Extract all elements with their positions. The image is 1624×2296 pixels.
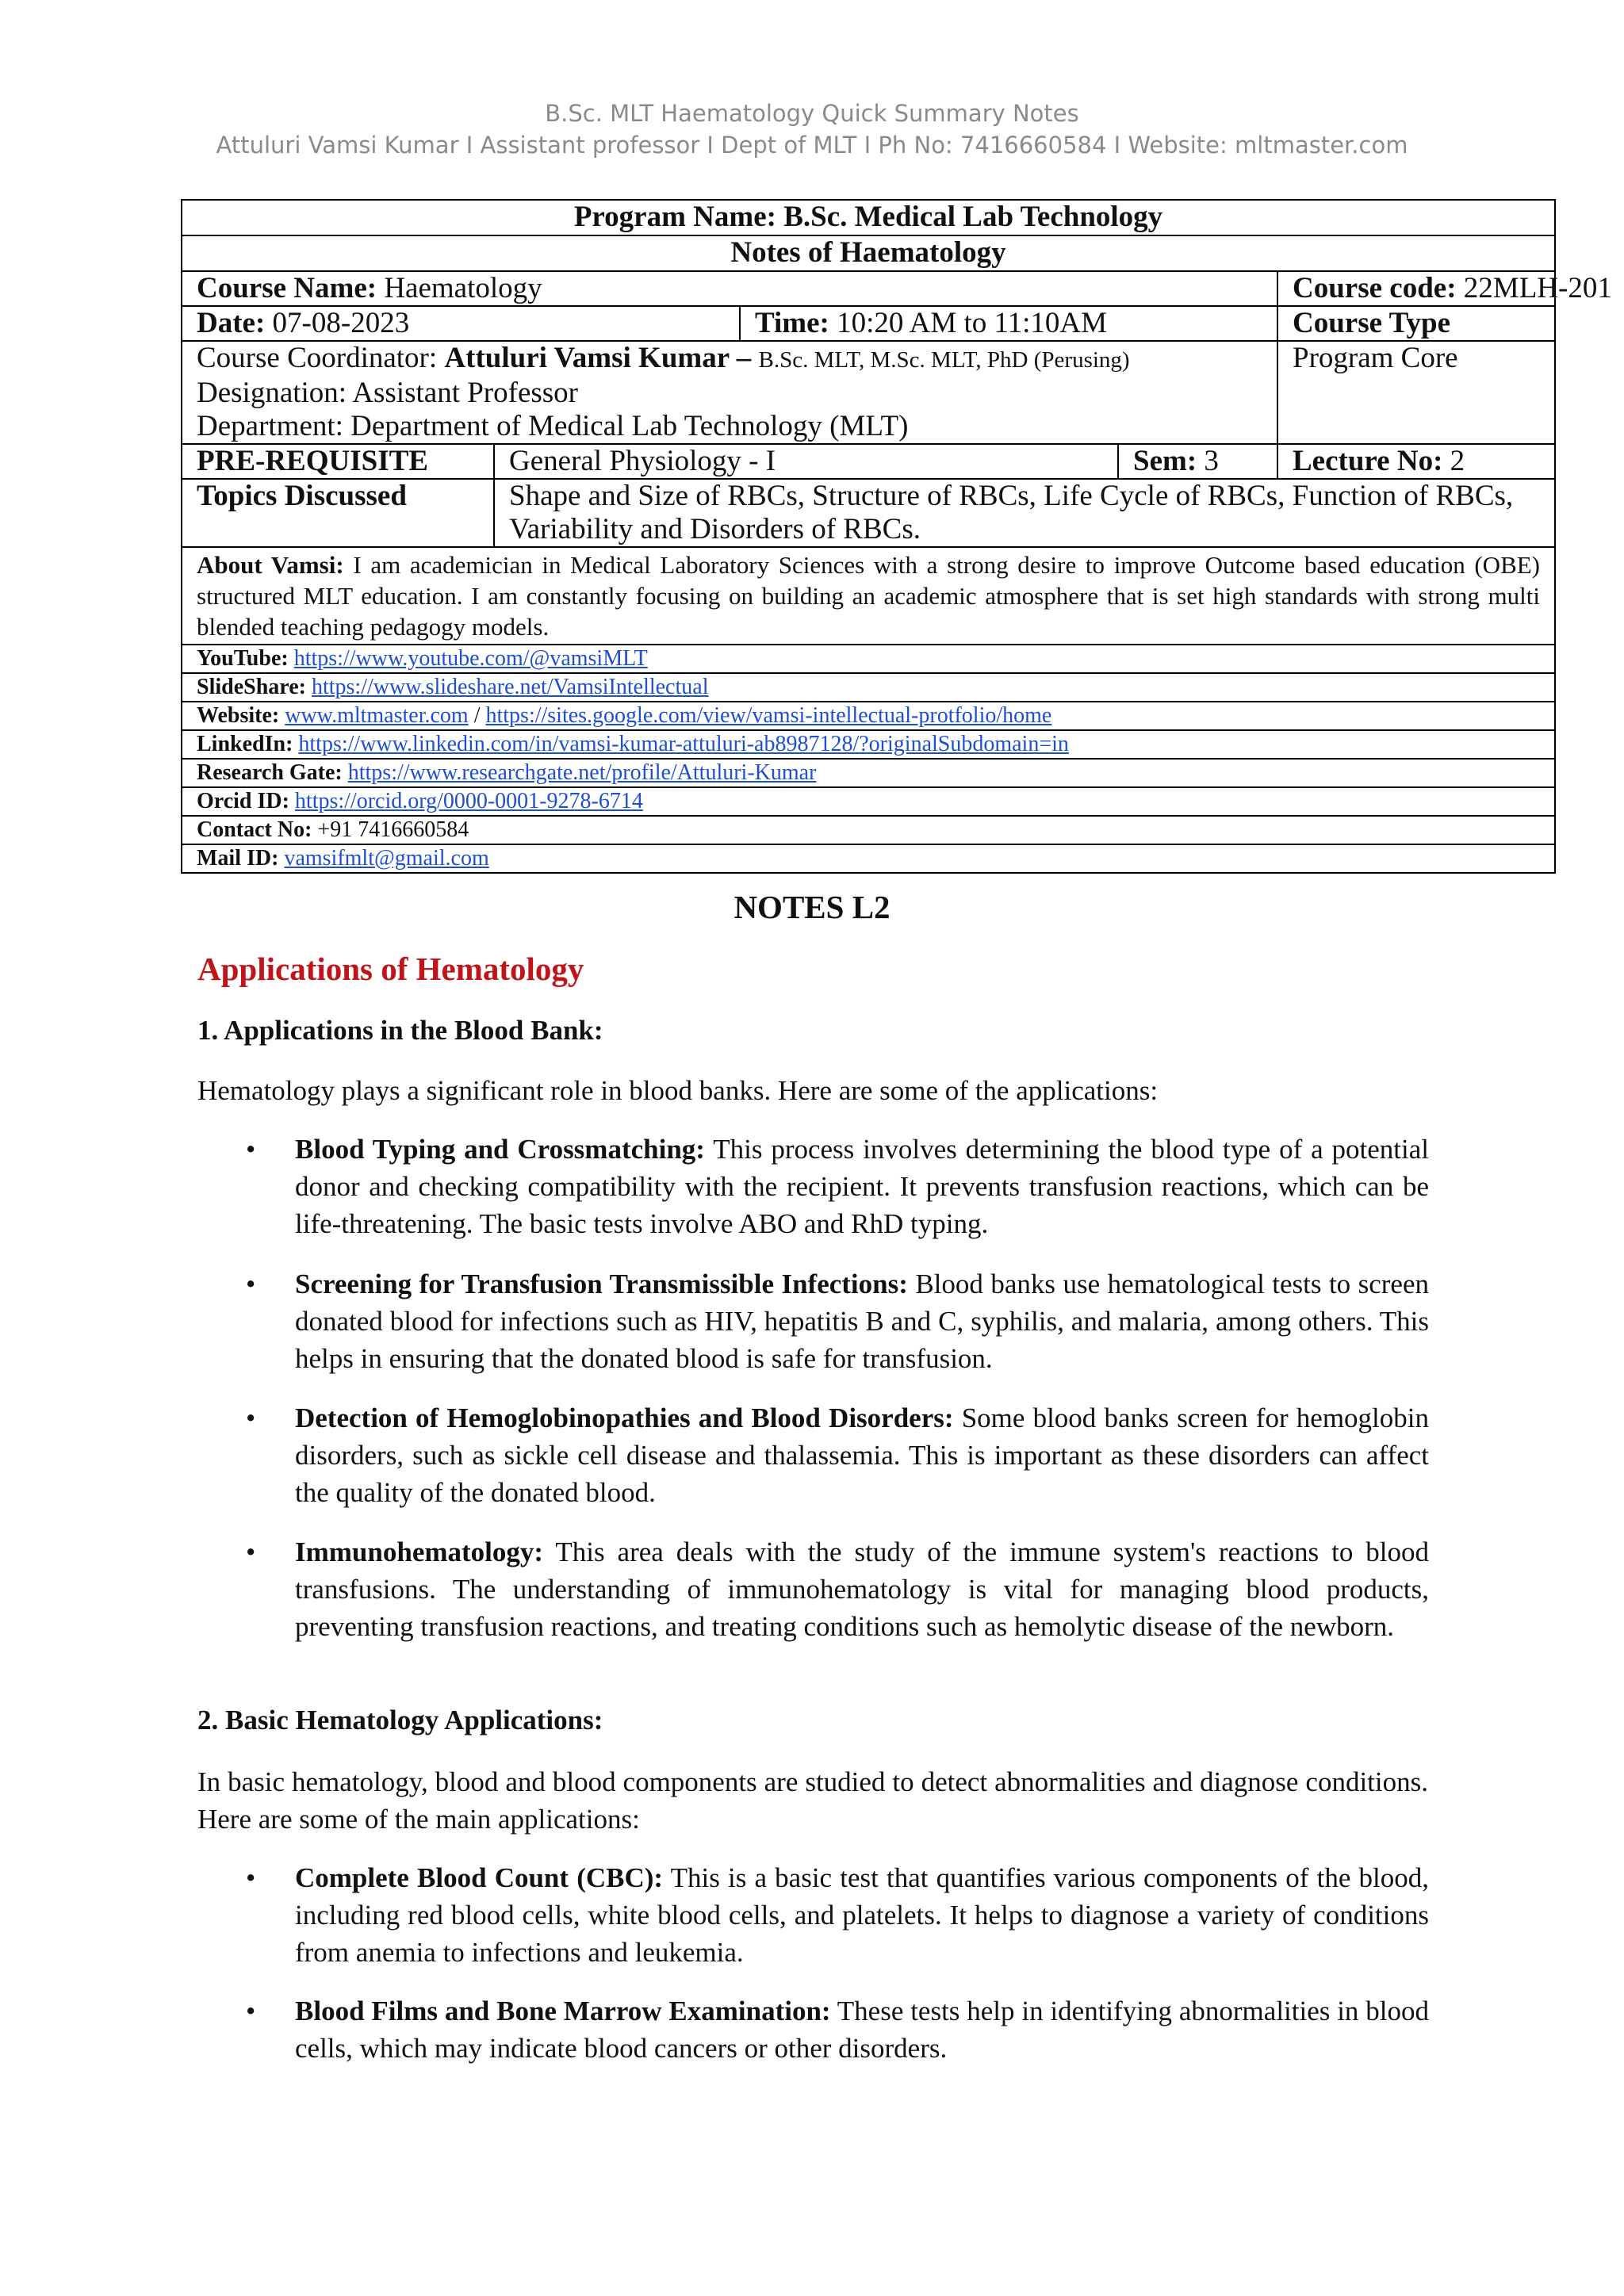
youtube-link[interactable]: https://www.youtube.com/@vamsiMLT [293,646,648,671]
coordinator-cell [182,341,1277,444]
list-item-term: Blood Films and Bone Marrow Examination: [295,1996,831,2026]
coordinator-name: Attuluri Vamsi Kumar – [444,342,759,374]
about-cell [182,547,1555,645]
topics-value: Shape and Size of RBCs, Structure of RBCs, Life Cycle of RBCs, Function of RBCs, Variability and Disorders of RBCs. [494,479,1555,547]
orcid-label: Orcid ID: [197,789,289,813]
list-item-term: Immunohematology: [295,1536,544,1567]
contact-row [182,816,1555,844]
list-item-term: Complete Blood Count (CBC): [295,1862,664,1893]
youtube-row [182,645,1555,673]
page-header-title: B.Sc. MLT Haematology Quick Summary Notes [545,100,1079,127]
linkedin-link[interactable]: https://www.linkedin.com/in/vamsi-kumar-attuluri-ab8987128/?originalSubdomain=in [298,732,1069,756]
list-item [295,1992,1429,2067]
coordinator-label: Course Coordinator: [197,342,445,374]
mail-link[interactable]: vamsifmlt@gmail.com [284,846,489,871]
list-item [295,1131,1429,1242]
sem-cell [1118,444,1277,479]
linkedin-row [182,730,1555,759]
prerequisite-value: General Physiology - I [494,444,1118,479]
section-title: Applications of Hematology [197,951,584,987]
bullet-icon: • [246,1996,256,2026]
course-code-label: Course code: [1293,272,1457,304]
slideshare-link[interactable]: https://www.slideshare.net/VamsiIntellectual [311,675,709,699]
date-value: 07-08-2023 [265,307,410,339]
topics-label: Topics Discussed [182,479,494,547]
mail-label: Mail ID: [197,846,279,871]
basic-hematology-intro: In basic hematology, blood and blood components are studied to detect abnormalities and diagnose conditions. Here are some of the main applications: [197,1766,1428,1835]
course-name: Haematology [377,272,542,304]
list-item-text: This process involves determining the blood type of a potential donor and checking compatibility with the recipient. It prevents transfusion reactions, which can be life-threatening. The basic tests involve ABO and RhD typing. [295,1134,1429,1239]
course-name-label: Course Name: [197,272,377,304]
list-item [295,1399,1429,1511]
orcid-link[interactable]: https://orcid.org/0000-0001-9278-6714 [294,789,643,813]
list-item [295,1533,1429,1645]
website-row [182,702,1555,730]
lecture-value: 2 [1442,445,1465,477]
mail-row [182,844,1555,873]
list-item [295,1859,1429,1971]
bullet-icon: • [246,1402,256,1433]
time-value: 10:20 AM to 11:10AM [829,307,1108,339]
list-item [295,1265,1429,1377]
contact-value: +91 7416660584 [312,817,469,842]
list-item-text: These tests help in identifying abnormalities in blood cells, which may indicate blood cancers or other disorders. [295,1996,1429,2064]
researchgate-link[interactable]: https://www.researchgate.net/profile/Attuluri-Kumar [347,760,817,785]
slideshare-label: SlideShare: [197,675,306,699]
orcid-row [182,787,1555,816]
basic-hematology-heading: 2. Basic Hematology Applications: [197,1705,603,1735]
bullet-icon: • [246,1536,256,1567]
youtube-label: YouTube: [197,646,289,671]
about-label: About Vamsi: [197,551,344,579]
department: Department: Department of Medical Lab Technology (MLT) [197,410,909,442]
linkedin-label: LinkedIn: [197,732,293,756]
contact-label: Contact No: [197,817,312,842]
website-link[interactable]: www.mltmaster.com [285,703,469,728]
page-header-author: Attuluri Vamsi Kumar I Assistant professor I Dept of MLT I Ph No: 7416660584 I Website: mltmaster.com [216,132,1408,159]
researchgate-row [182,759,1555,787]
list-item-text: This is a basic test that quantifies various components of the blood, including red blood cells, white blood cells, and platelets. It helps to diagnose a variety of conditions from anemia to infections and leukemia. [295,1862,1429,1968]
bullet-icon: • [246,1134,256,1165]
sem-value: 3 [1197,445,1219,477]
list-item-term: Detection of Hemoglobinopathies and Blood Disorders: [295,1402,954,1433]
notes-title: NOTES L2 [733,889,891,925]
program-name: Program Name: B.Sc. Medical Lab Technology [182,200,1555,235]
sem-label: Sem: [1133,445,1197,477]
time-label: Time: [755,307,829,339]
course-code-cell [1277,271,1612,306]
date-cell [182,306,740,341]
course-info-table [181,199,1612,874]
course-code: 22MLH-201 [1456,272,1612,304]
lecture-label: Lecture No: [1293,445,1443,477]
researchgate-label: Research Gate: [197,760,343,785]
list-item-text: Some blood banks screen for hemoglobin disorders, such as sickle cell disease and thalassemia. This is important as these disorders can affect the quality of the donated blood. [295,1402,1429,1508]
portfolio-link[interactable]: https://sites.google.com/view/vamsi-intellectual-protfolio/home [485,703,1052,728]
bullet-icon: • [246,1862,256,1893]
blood-bank-heading: 1. Applications in the Blood Bank: [197,1015,603,1046]
bullet-icon: • [246,1269,256,1299]
notes-of: Notes of Haematology [182,235,1555,271]
prerequisite-label: PRE-REQUISITE [182,444,494,479]
coordinator-qualifications: B.Sc. MLT, M.Sc. MLT, PhD (Perusing) [758,347,1130,373]
website-separator: / [468,703,486,728]
lecture-cell [1277,444,1555,479]
time-cell [740,306,1277,341]
list-item-term: Screening for Transfusion Transmissible Infections: [295,1269,908,1299]
blood-bank-intro: Hematology plays a significant role in blood banks. Here are some of the applications: [197,1075,1159,1106]
course-type-label: Course Type [1277,306,1555,341]
list-item-text: Blood banks use hematological tests to screen donated blood for infections such as HIV, hepatitis B and C, syphilis, and malaria, among others. This helps in ensuring that the donated blood is safe for transfusion. [295,1269,1429,1374]
list-item-term: Blood Typing and Crossmatching: [295,1134,705,1165]
about-text: I am academician in Medical Laboratory Sciences with a strong desire to improve Outcome based education (OBE) structured MLT education. I am constantly focusing on building an academic atmosphere that is set high standards with strong multi blended teaching pedagogy models. [197,551,1541,641]
course-name-cell [182,271,1277,306]
list-item-text: This area deals with the study of the immune system's reactions to blood transfusions. The understanding of immunohematology is vital for managing blood products, preventing transfusion reactions, and treating conditions such as hemolytic disease of the newborn. [295,1536,1429,1642]
website-label: Website: [197,703,280,728]
slideshare-row [182,673,1555,702]
date-label: Date: [197,307,266,339]
course-type-value: Program Core [1277,341,1555,444]
designation: Designation: Assistant Professor [197,377,578,409]
